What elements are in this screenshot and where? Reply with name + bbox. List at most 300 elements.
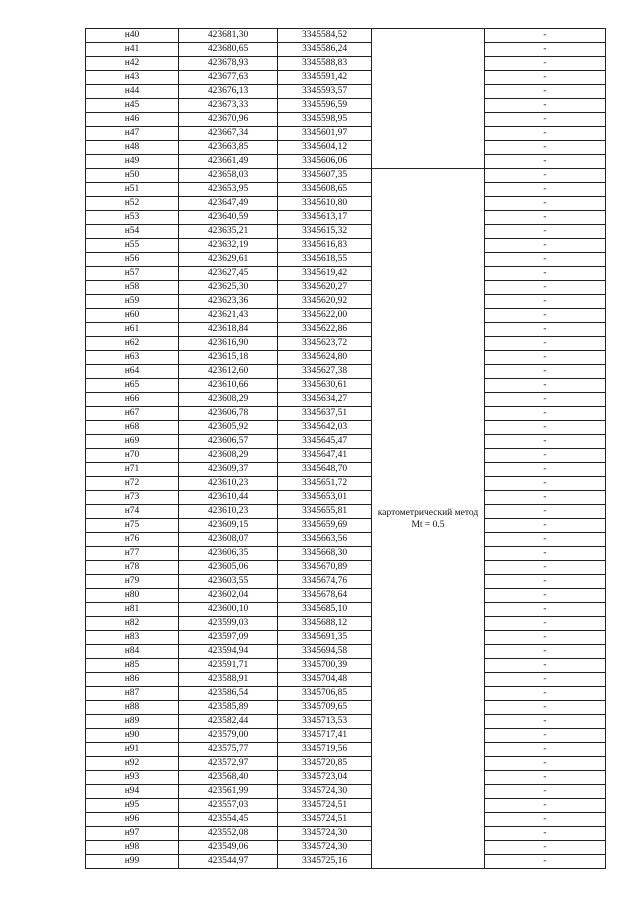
table-row <box>86 295 606 309</box>
point-name-cell: н81 <box>86 603 179 617</box>
point-name-cell: н51 <box>86 183 179 197</box>
note-cell: - <box>485 281 606 295</box>
point-name-cell: н49 <box>86 155 179 169</box>
point-name-cell: н44 <box>86 85 179 99</box>
x-coordinate-cell: 423605,06 <box>179 561 278 575</box>
table-row <box>86 239 606 253</box>
x-coordinate-cell: 423612,60 <box>179 365 278 379</box>
x-coordinate-cell: 423663,85 <box>179 141 278 155</box>
table-row <box>86 407 606 421</box>
table-row <box>86 617 606 631</box>
note-cell: - <box>485 29 606 43</box>
note-cell: - <box>485 771 606 785</box>
note-cell: - <box>485 449 606 463</box>
x-coordinate-cell: 423609,37 <box>179 463 278 477</box>
y-coordinate-cell: 3345719,56 <box>278 743 372 757</box>
x-coordinate-cell: 423575,77 <box>179 743 278 757</box>
y-coordinate-cell: 3345596,59 <box>278 99 372 113</box>
table-row <box>86 29 606 43</box>
table-row <box>86 43 606 57</box>
table-row <box>86 645 606 659</box>
table-row <box>86 771 606 785</box>
y-coordinate-cell: 3345651,72 <box>278 477 372 491</box>
table-row <box>86 687 606 701</box>
note-cell: - <box>485 253 606 267</box>
x-coordinate-cell: 423661,49 <box>179 155 278 169</box>
x-coordinate-cell: 423623,36 <box>179 295 278 309</box>
y-coordinate-cell: 3345685,10 <box>278 603 372 617</box>
point-name-cell: н72 <box>86 477 179 491</box>
point-name-cell: н61 <box>86 323 179 337</box>
x-coordinate-cell: 423673,33 <box>179 99 278 113</box>
y-coordinate-cell: 3345653,01 <box>278 491 372 505</box>
x-coordinate-cell: 423625,30 <box>179 281 278 295</box>
x-coordinate-cell: 423629,61 <box>179 253 278 267</box>
y-coordinate-cell: 3345607,35 <box>278 169 372 183</box>
y-coordinate-cell: 3345619,42 <box>278 267 372 281</box>
point-name-cell: н41 <box>86 43 179 57</box>
y-coordinate-cell: 3345634,27 <box>278 393 372 407</box>
note-cell: - <box>485 113 606 127</box>
table-row <box>86 799 606 813</box>
table-row <box>86 673 606 687</box>
point-name-cell: н69 <box>86 435 179 449</box>
point-name-cell: н55 <box>86 239 179 253</box>
point-name-cell: н97 <box>86 827 179 841</box>
point-name-cell: н73 <box>86 491 179 505</box>
table-row <box>86 155 606 169</box>
note-cell: - <box>485 659 606 673</box>
y-coordinate-cell: 3345620,92 <box>278 295 372 309</box>
table-row <box>86 197 606 211</box>
x-coordinate-cell: 423605,92 <box>179 421 278 435</box>
y-coordinate-cell: 3345613,17 <box>278 211 372 225</box>
point-name-cell: н47 <box>86 127 179 141</box>
point-name-cell: н91 <box>86 743 179 757</box>
x-coordinate-cell: 423632,19 <box>179 239 278 253</box>
note-cell: - <box>485 799 606 813</box>
y-coordinate-cell: 3345615,32 <box>278 225 372 239</box>
note-cell: - <box>485 197 606 211</box>
note-cell: - <box>485 603 606 617</box>
table-row <box>86 785 606 799</box>
point-name-cell: н53 <box>86 211 179 225</box>
note-cell: - <box>485 379 606 393</box>
point-name-cell: н98 <box>86 841 179 855</box>
point-name-cell: н68 <box>86 421 179 435</box>
note-cell: - <box>485 141 606 155</box>
y-coordinate-cell: 3345659,69 <box>278 519 372 533</box>
table-row <box>86 491 606 505</box>
y-coordinate-cell: 3345674,76 <box>278 575 372 589</box>
note-cell: - <box>485 183 606 197</box>
point-name-cell: н77 <box>86 547 179 561</box>
x-coordinate-cell: 423610,23 <box>179 477 278 491</box>
note-cell: - <box>485 211 606 225</box>
point-name-cell: н63 <box>86 351 179 365</box>
y-coordinate-cell: 3345713,53 <box>278 715 372 729</box>
x-coordinate-cell: 423677,63 <box>179 71 278 85</box>
table-row <box>86 71 606 85</box>
y-coordinate-cell: 3345610,80 <box>278 197 372 211</box>
y-coordinate-cell: 3345691,35 <box>278 631 372 645</box>
x-coordinate-cell: 423588,91 <box>179 673 278 687</box>
y-coordinate-cell: 3345606,06 <box>278 155 372 169</box>
point-name-cell: н75 <box>86 519 179 533</box>
y-coordinate-cell: 3345648,70 <box>278 463 372 477</box>
point-name-cell: н52 <box>86 197 179 211</box>
table-row <box>86 701 606 715</box>
method-cell-group-1 <box>372 29 485 169</box>
x-coordinate-cell: 423597,09 <box>179 631 278 645</box>
point-name-cell: н42 <box>86 57 179 71</box>
y-coordinate-cell: 3345678,64 <box>278 589 372 603</box>
note-cell: - <box>485 421 606 435</box>
point-name-cell: н65 <box>86 379 179 393</box>
note-cell: - <box>485 519 606 533</box>
note-cell: - <box>485 57 606 71</box>
table-row <box>86 519 606 533</box>
y-coordinate-cell: 3345622,00 <box>278 309 372 323</box>
y-coordinate-cell: 3345725,16 <box>278 855 372 869</box>
x-coordinate-cell: 423610,66 <box>179 379 278 393</box>
note-cell: - <box>485 323 606 337</box>
note-cell: - <box>485 785 606 799</box>
table-row <box>86 631 606 645</box>
x-coordinate-cell: 423602,04 <box>179 589 278 603</box>
y-coordinate-cell: 3345670,89 <box>278 561 372 575</box>
y-coordinate-cell: 3345706,85 <box>278 687 372 701</box>
note-cell: - <box>485 589 606 603</box>
table-row <box>86 841 606 855</box>
x-coordinate-cell: 423621,43 <box>179 309 278 323</box>
y-coordinate-cell: 3345668,30 <box>278 547 372 561</box>
table-row <box>86 813 606 827</box>
note-cell: - <box>485 561 606 575</box>
point-name-cell: н62 <box>86 337 179 351</box>
point-name-cell: н88 <box>86 701 179 715</box>
point-name-cell: н92 <box>86 757 179 771</box>
x-coordinate-cell: 423549,06 <box>179 841 278 855</box>
y-coordinate-cell: 3345608,65 <box>278 183 372 197</box>
x-coordinate-cell: 423635,21 <box>179 225 278 239</box>
x-coordinate-cell: 423608,07 <box>179 533 278 547</box>
x-coordinate-cell: 423615,18 <box>179 351 278 365</box>
note-cell: - <box>485 435 606 449</box>
point-name-cell: н85 <box>86 659 179 673</box>
table-row <box>86 421 606 435</box>
y-coordinate-cell: 3345723,04 <box>278 771 372 785</box>
x-coordinate-cell: 423557,03 <box>179 799 278 813</box>
note-cell: - <box>485 533 606 547</box>
y-coordinate-cell: 3345645,47 <box>278 435 372 449</box>
table-row <box>86 85 606 99</box>
x-coordinate-cell: 423606,57 <box>179 435 278 449</box>
table-row <box>86 253 606 267</box>
table-row <box>86 505 606 519</box>
point-name-cell: н74 <box>86 505 179 519</box>
point-name-cell: н99 <box>86 855 179 869</box>
table-row <box>86 211 606 225</box>
y-coordinate-cell: 3345724,51 <box>278 813 372 827</box>
y-coordinate-cell: 3345588,83 <box>278 57 372 71</box>
y-coordinate-cell: 3345627,38 <box>278 365 372 379</box>
point-name-cell: н46 <box>86 113 179 127</box>
y-coordinate-cell: 3345720,85 <box>278 757 372 771</box>
note-cell: - <box>485 407 606 421</box>
coordinate-table-page <box>85 28 605 869</box>
y-coordinate-cell: 3345724,30 <box>278 785 372 799</box>
note-cell: - <box>485 337 606 351</box>
y-coordinate-cell: 3345655,81 <box>278 505 372 519</box>
table-row <box>86 463 606 477</box>
note-cell: - <box>485 225 606 239</box>
y-coordinate-cell: 3345709,65 <box>278 701 372 715</box>
y-coordinate-cell: 3345620,27 <box>278 281 372 295</box>
point-name-cell: н93 <box>86 771 179 785</box>
y-coordinate-cell: 3345700,39 <box>278 659 372 673</box>
table-row <box>86 57 606 71</box>
point-name-cell: н60 <box>86 309 179 323</box>
table-row <box>86 589 606 603</box>
note-cell: - <box>485 127 606 141</box>
note-cell: - <box>485 617 606 631</box>
x-coordinate-cell: 423552,08 <box>179 827 278 841</box>
table-row <box>86 659 606 673</box>
x-coordinate-cell: 423561,99 <box>179 785 278 799</box>
x-coordinate-cell: 423609,15 <box>179 519 278 533</box>
table-row <box>86 351 606 365</box>
point-name-cell: н78 <box>86 561 179 575</box>
point-name-cell: н90 <box>86 729 179 743</box>
x-coordinate-cell: 423667,34 <box>179 127 278 141</box>
note-cell: - <box>485 43 606 57</box>
point-name-cell: н59 <box>86 295 179 309</box>
table-row <box>86 337 606 351</box>
table-row <box>86 393 606 407</box>
note-cell: - <box>485 827 606 841</box>
table-row <box>86 827 606 841</box>
y-coordinate-cell: 3345618,55 <box>278 253 372 267</box>
table-row <box>86 169 606 183</box>
table-row <box>86 309 606 323</box>
y-coordinate-cell: 3345724,51 <box>278 799 372 813</box>
point-name-cell: н79 <box>86 575 179 589</box>
table-row <box>86 743 606 757</box>
note-cell: - <box>485 99 606 113</box>
x-coordinate-cell: 423618,84 <box>179 323 278 337</box>
method-cell-group-2: картометрический метод Mt = 0.5 <box>372 169 485 869</box>
table-row <box>86 561 606 575</box>
note-cell: - <box>485 239 606 253</box>
y-coordinate-cell: 3345622,86 <box>278 323 372 337</box>
note-cell: - <box>485 169 606 183</box>
table-row <box>86 365 606 379</box>
x-coordinate-cell: 423600,10 <box>179 603 278 617</box>
table-row <box>86 323 606 337</box>
note-cell: - <box>485 351 606 365</box>
note-cell: - <box>485 743 606 757</box>
point-name-cell: н84 <box>86 645 179 659</box>
x-coordinate-cell: 423647,49 <box>179 197 278 211</box>
y-coordinate-cell: 3345704,48 <box>278 673 372 687</box>
y-coordinate-cell: 3345663,56 <box>278 533 372 547</box>
x-coordinate-cell: 423606,78 <box>179 407 278 421</box>
x-coordinate-cell: 423568,40 <box>179 771 278 785</box>
table-row <box>86 855 606 869</box>
coordinate-table-body <box>86 29 606 869</box>
note-cell: - <box>485 309 606 323</box>
note-cell: - <box>485 393 606 407</box>
x-coordinate-cell: 423616,90 <box>179 337 278 351</box>
point-name-cell: н64 <box>86 365 179 379</box>
point-name-cell: н67 <box>86 407 179 421</box>
y-coordinate-cell: 3345601,97 <box>278 127 372 141</box>
y-coordinate-cell: 3345586,24 <box>278 43 372 57</box>
point-name-cell: н54 <box>86 225 179 239</box>
x-coordinate-cell: 423627,45 <box>179 267 278 281</box>
table-row <box>86 225 606 239</box>
point-name-cell: н89 <box>86 715 179 729</box>
y-coordinate-cell: 3345688,12 <box>278 617 372 631</box>
point-name-cell: н76 <box>86 533 179 547</box>
table-row <box>86 603 606 617</box>
y-coordinate-cell: 3345694,58 <box>278 645 372 659</box>
point-name-cell: н43 <box>86 71 179 85</box>
x-coordinate-cell: 423610,44 <box>179 491 278 505</box>
table-row <box>86 533 606 547</box>
x-coordinate-cell: 423608,29 <box>179 393 278 407</box>
note-cell: - <box>485 267 606 281</box>
note-cell: - <box>485 841 606 855</box>
y-coordinate-cell: 3345623,72 <box>278 337 372 351</box>
table-row <box>86 267 606 281</box>
y-coordinate-cell: 3345630,61 <box>278 379 372 393</box>
note-cell: - <box>485 855 606 869</box>
note-cell: - <box>485 71 606 85</box>
x-coordinate-cell: 423681,30 <box>179 29 278 43</box>
note-cell: - <box>485 673 606 687</box>
table-row <box>86 757 606 771</box>
x-coordinate-cell: 423582,44 <box>179 715 278 729</box>
table-row <box>86 547 606 561</box>
point-name-cell: н58 <box>86 281 179 295</box>
x-coordinate-cell: 423544,97 <box>179 855 278 869</box>
note-cell: - <box>485 715 606 729</box>
note-cell: - <box>485 757 606 771</box>
point-name-cell: н95 <box>86 799 179 813</box>
y-coordinate-cell: 3345598,95 <box>278 113 372 127</box>
table-row <box>86 715 606 729</box>
x-coordinate-cell: 423579,00 <box>179 729 278 743</box>
x-coordinate-cell: 423608,29 <box>179 449 278 463</box>
table-row <box>86 449 606 463</box>
table-row <box>86 141 606 155</box>
point-name-cell: н50 <box>86 169 179 183</box>
coordinate-table <box>85 28 606 869</box>
x-coordinate-cell: 423603,55 <box>179 575 278 589</box>
y-coordinate-cell: 3345724,30 <box>278 841 372 855</box>
x-coordinate-cell: 423586,54 <box>179 687 278 701</box>
point-name-cell: н83 <box>86 631 179 645</box>
y-coordinate-cell: 3345604,12 <box>278 141 372 155</box>
point-name-cell: н40 <box>86 29 179 43</box>
point-name-cell: н96 <box>86 813 179 827</box>
y-coordinate-cell: 3345724,30 <box>278 827 372 841</box>
table-row <box>86 127 606 141</box>
x-coordinate-cell: 423658,03 <box>179 169 278 183</box>
x-coordinate-cell: 423680,65 <box>179 43 278 57</box>
y-coordinate-cell: 3345637,51 <box>278 407 372 421</box>
note-cell: - <box>485 463 606 477</box>
point-name-cell: н82 <box>86 617 179 631</box>
note-cell: - <box>485 491 606 505</box>
x-coordinate-cell: 423572,97 <box>179 757 278 771</box>
x-coordinate-cell: 423591,71 <box>179 659 278 673</box>
y-coordinate-cell: 3345717,41 <box>278 729 372 743</box>
note-cell: - <box>485 687 606 701</box>
point-name-cell: н80 <box>86 589 179 603</box>
table-row <box>86 281 606 295</box>
y-coordinate-cell: 3345642,03 <box>278 421 372 435</box>
note-cell: - <box>485 701 606 715</box>
table-row <box>86 575 606 589</box>
x-coordinate-cell: 423653,95 <box>179 183 278 197</box>
note-cell: - <box>485 365 606 379</box>
y-coordinate-cell: 3345591,42 <box>278 71 372 85</box>
x-coordinate-cell: 423599,03 <box>179 617 278 631</box>
x-coordinate-cell: 423676,13 <box>179 85 278 99</box>
y-coordinate-cell: 3345624,80 <box>278 351 372 365</box>
table-row <box>86 435 606 449</box>
note-cell: - <box>485 645 606 659</box>
table-row <box>86 379 606 393</box>
point-name-cell: н70 <box>86 449 179 463</box>
note-cell: - <box>485 295 606 309</box>
table-row <box>86 729 606 743</box>
note-cell: - <box>485 155 606 169</box>
x-coordinate-cell: 423670,96 <box>179 113 278 127</box>
note-cell: - <box>485 631 606 645</box>
point-name-cell: н45 <box>86 99 179 113</box>
note-cell: - <box>485 813 606 827</box>
point-name-cell: н56 <box>86 253 179 267</box>
point-name-cell: н48 <box>86 141 179 155</box>
note-cell: - <box>485 729 606 743</box>
y-coordinate-cell: 3345647,41 <box>278 449 372 463</box>
point-name-cell: н66 <box>86 393 179 407</box>
point-name-cell: н94 <box>86 785 179 799</box>
point-name-cell: н57 <box>86 267 179 281</box>
table-row <box>86 113 606 127</box>
y-coordinate-cell: 3345593,57 <box>278 85 372 99</box>
y-coordinate-cell: 3345616,83 <box>278 239 372 253</box>
point-name-cell: н87 <box>86 687 179 701</box>
note-cell: - <box>485 85 606 99</box>
point-name-cell: н71 <box>86 463 179 477</box>
table-row <box>86 99 606 113</box>
x-coordinate-cell: 423678,93 <box>179 57 278 71</box>
note-cell: - <box>485 575 606 589</box>
x-coordinate-cell: 423585,89 <box>179 701 278 715</box>
y-coordinate-cell: 3345584,52 <box>278 29 372 43</box>
note-cell: - <box>485 477 606 491</box>
x-coordinate-cell: 423640,59 <box>179 211 278 225</box>
point-name-cell: н86 <box>86 673 179 687</box>
table-row <box>86 477 606 491</box>
note-cell: - <box>485 505 606 519</box>
x-coordinate-cell: 423554,45 <box>179 813 278 827</box>
